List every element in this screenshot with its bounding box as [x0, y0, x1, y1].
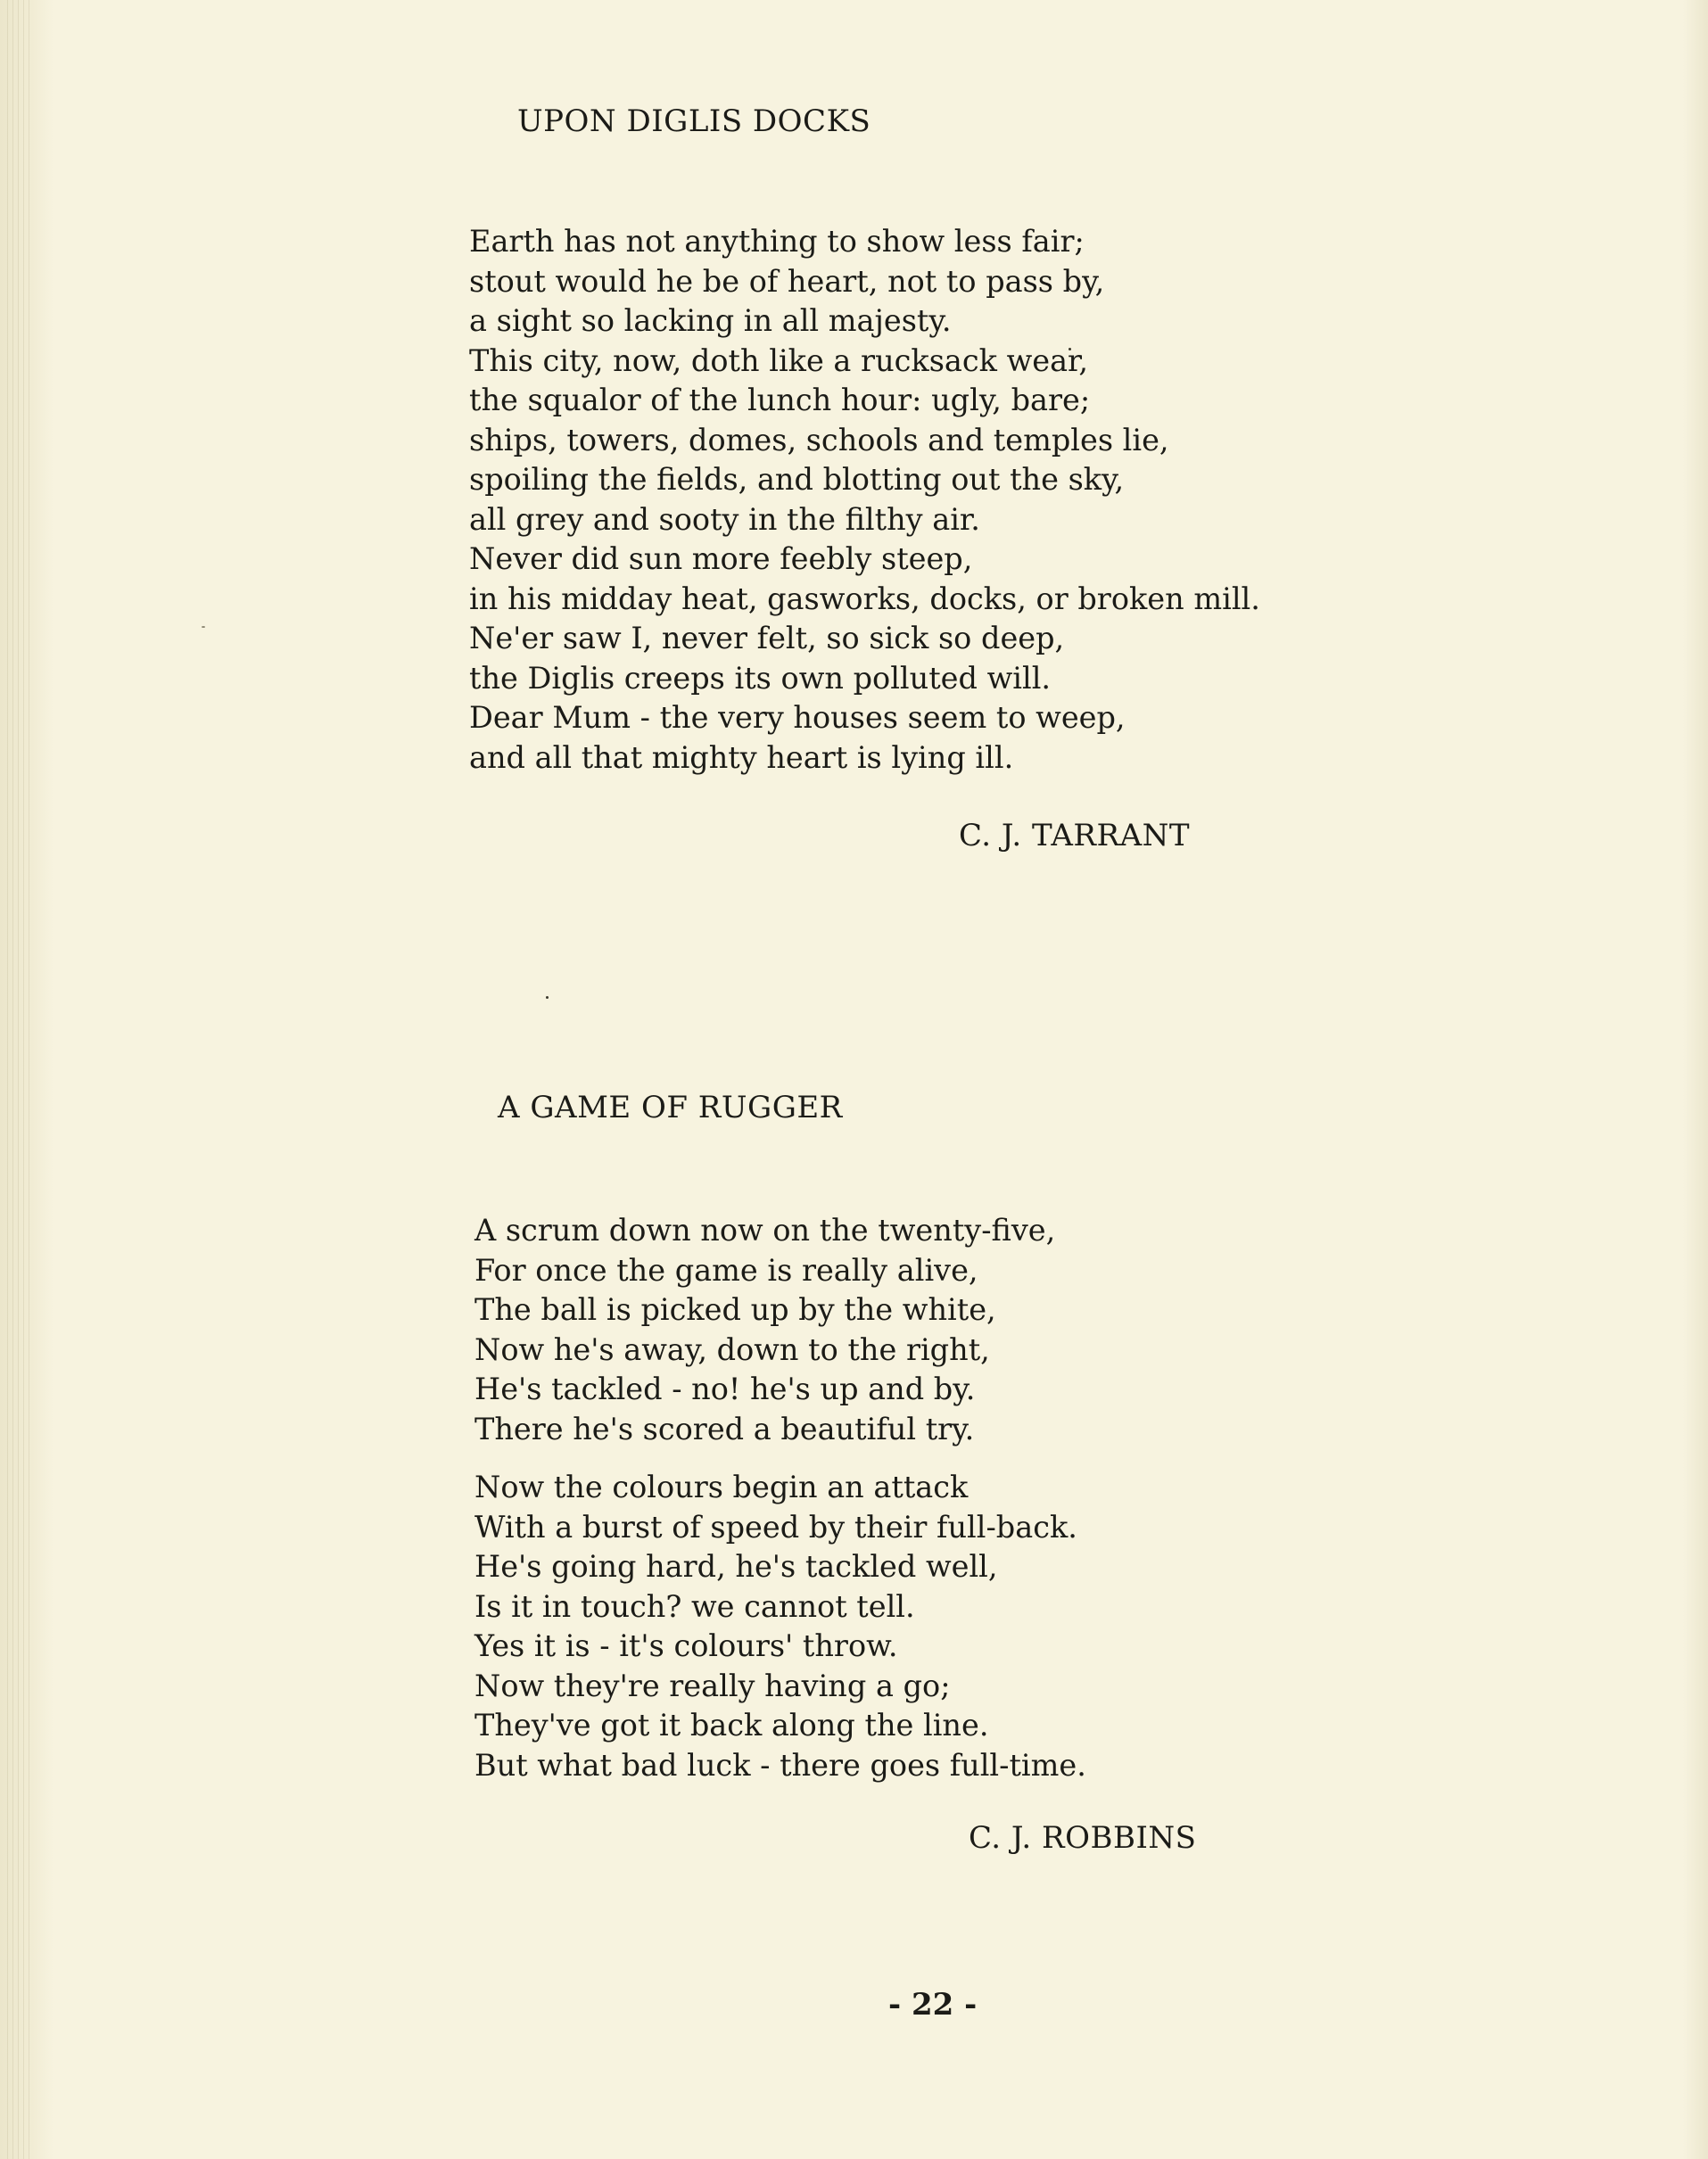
poem-title: A GAME OF RUGGER	[498, 1090, 843, 1125]
poem-line: stout would he be of heart, not to pass by,	[469, 263, 1105, 299]
poem-line: There he's scored a beautiful try.	[474, 1411, 975, 1446]
stanza-break	[474, 1449, 1086, 1468]
poem-line: a sight so lacking in all majesty.	[469, 303, 952, 338]
poem-line: A scrum down now on the twenty-five,	[474, 1213, 1056, 1248]
poem-line: With a burst of speed by their full-back.	[474, 1509, 1077, 1545]
poem-line: ships, towers, domes, schools and temples lie,	[469, 422, 1169, 457]
poem-line: For once the game is really alive,	[474, 1252, 978, 1288]
poem-line: Now the colours begin an attack	[474, 1470, 969, 1504]
poem-line: They've got it back along the line.	[474, 1708, 989, 1743]
poem-line: He's going hard, he's tackled well,	[474, 1549, 998, 1584]
poem-line: spoiling the fields, and blotting out the sky,	[469, 462, 1125, 497]
poem-line: and all that mighty heart is lying ill.	[469, 739, 1014, 775]
poem-line: Ne'er saw I, never felt, so sick so deep,	[469, 621, 1065, 655]
poem-line: Now he's away, down to the right,	[474, 1331, 990, 1367]
poem-line: This city, now, doth like a rucksack wear,	[469, 342, 1089, 378]
page-number: - 22 -	[888, 1987, 978, 2023]
poem-line: the squalor of the lunch hour: ugly, bare;	[469, 383, 1091, 417]
page-shadow	[1683, 0, 1708, 2159]
poem-line: The ball is picked up by the white,	[474, 1292, 996, 1327]
poem-line: Is it in touch? we cannot tell.	[474, 1588, 915, 1624]
poem-line: But what bad luck - there goes full-time.	[474, 1747, 1086, 1783]
poem-line: Now they're really having a go;	[474, 1668, 951, 1703]
poem-line: all grey and sooty in the filthy air.	[469, 501, 980, 537]
poem-title: UPON DIGLIS DOCKS	[517, 103, 871, 139]
poem-author: C. J. TARRANT	[959, 818, 1191, 853]
poem-author: C. J. ROBBINS	[969, 1820, 1197, 1856]
page-edge-lines	[7, 0, 34, 2159]
poem-line: Earth has not anything to show less fair;	[469, 224, 1085, 259]
poem-line: Yes it is - it's colours' throw.	[474, 1628, 898, 1663]
paper-speck	[546, 996, 549, 999]
paper-speck	[202, 626, 205, 628]
poem-line: Never did sun more feebly steep,	[469, 541, 973, 576]
poem-line: in his midday heat, gasworks, docks, or broken mill.	[469, 581, 1260, 616]
poem-body	[469, 222, 1260, 778]
poem-line: He's tackled - no! he's up and by.	[474, 1372, 976, 1406]
poem-line: Dear Mum - the very houses seem to weep,	[469, 700, 1126, 735]
poem-line: the Diglis creeps its own polluted will.	[469, 660, 1052, 696]
poem-body	[474, 1211, 1086, 1785]
